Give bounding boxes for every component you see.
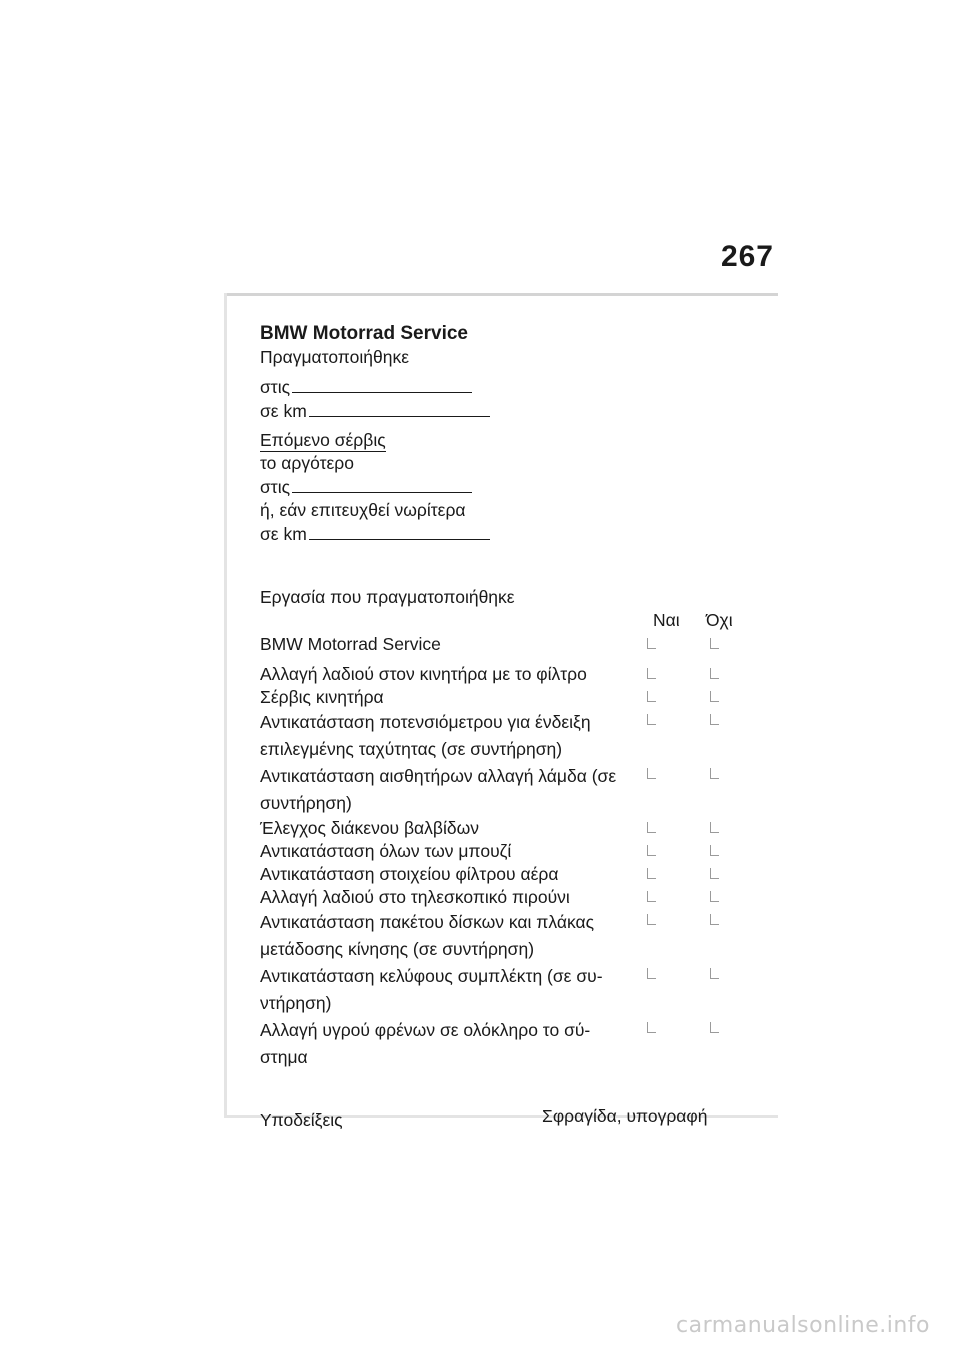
- task-row: [260, 840, 730, 863]
- task-row: [260, 1017, 730, 1071]
- service-title: BMW Motorrad Service: [260, 323, 468, 344]
- yes-checkbox[interactable]: [647, 891, 656, 902]
- work-heading: Εργασία που πραγματοποιήθηκε: [260, 587, 515, 607]
- task-label: BMW Motorrad Service: [260, 634, 441, 654]
- next-date-field[interactable]: [292, 475, 472, 493]
- performed-km-row: [260, 399, 730, 423]
- no-checkbox[interactable]: [710, 768, 719, 779]
- performed-date-row: [260, 375, 730, 399]
- task-label: Αντικατάσταση αισθητήρων αλλαγή λάμδα (σε συντήρηση): [260, 766, 617, 813]
- no-checkbox[interactable]: [710, 1022, 719, 1033]
- next-service-heading: Επόμενο σέρβις: [260, 430, 386, 450]
- footer-row: [260, 1106, 730, 1139]
- task-label: Αλλαγή υγρού φρένων σε ολόκληρο το σύ-στημα: [260, 1020, 591, 1067]
- yes-checkbox[interactable]: [647, 768, 656, 779]
- task-label: Έλεγχος διάκενου βαλβίδων: [260, 818, 480, 838]
- service-record: [260, 322, 733, 1139]
- no-checkbox[interactable]: [710, 691, 719, 702]
- task-label: Αντικατάσταση στοιχείου φίλτρου αέρα: [260, 864, 559, 884]
- task-row: [260, 817, 730, 840]
- frame-left-rule: [224, 293, 227, 1118]
- yes-checkbox[interactable]: [647, 691, 656, 702]
- task-row: [260, 709, 730, 763]
- performed-date-field[interactable]: [292, 375, 472, 393]
- task-label: Αντικατάσταση όλων των μπουζί: [260, 841, 512, 861]
- performed-km-label: σε km: [260, 401, 307, 421]
- stamp-signature-label: Σφραγίδα, υπογραφή: [542, 1106, 708, 1126]
- watermark-text: carmanualsonline.info: [676, 1313, 930, 1338]
- task-row: [260, 686, 730, 709]
- task-label: Αλλαγή λαδιού στον κινητήρα με το φίλτρο: [260, 664, 587, 684]
- yes-no-header: [260, 609, 733, 633]
- task-label: Αντικατάσταση κελύφους συμπλέκτη (σε συ-ντήρηση): [260, 966, 603, 1013]
- performed-km-field[interactable]: [309, 399, 490, 417]
- no-checkbox[interactable]: [710, 668, 719, 679]
- no-checkbox[interactable]: [710, 891, 719, 902]
- performed-label: Πραγματοποιήθηκε: [260, 347, 410, 367]
- task-row: [260, 663, 730, 686]
- task-row: [260, 963, 730, 1017]
- yes-checkbox[interactable]: [647, 914, 656, 925]
- task-row: [260, 863, 730, 886]
- yes-checkbox[interactable]: [647, 968, 656, 979]
- performed-date-label: στις: [260, 377, 291, 397]
- yes-checkbox[interactable]: [647, 668, 656, 679]
- next-date-label: στις: [260, 477, 291, 497]
- yes-checkbox[interactable]: [647, 638, 656, 649]
- next-km-row: [260, 522, 730, 546]
- frame-top-rule: [224, 293, 778, 296]
- next-km-field[interactable]: [309, 522, 490, 540]
- task-label: Αλλαγή λαδιού στο τηλεσκοπικό πιρούνι: [260, 887, 570, 907]
- yes-column-header: Ναι: [653, 610, 680, 630]
- yes-checkbox[interactable]: [647, 1022, 656, 1033]
- no-checkbox[interactable]: [710, 714, 719, 725]
- task-label: Αντικατάσταση πακέτου δίσκων και πλάκας μετάδοσης κίνησης (σε συντήρηση): [260, 912, 595, 959]
- no-checkbox[interactable]: [710, 914, 719, 925]
- yes-checkbox[interactable]: [647, 845, 656, 856]
- no-checkbox[interactable]: [710, 822, 719, 833]
- task-row: [260, 763, 730, 817]
- or-earlier-label: ή, εάν επιτευχθεί νωρίτερα: [260, 500, 466, 520]
- no-checkbox[interactable]: [710, 968, 719, 979]
- next-km-label: σε km: [260, 524, 307, 544]
- next-date-row: [260, 475, 730, 499]
- no-checkbox[interactable]: [710, 638, 719, 649]
- no-column-header: Όχι: [706, 610, 733, 630]
- yes-checkbox[interactable]: [647, 822, 656, 833]
- task-label: Σέρβις κινητήρα: [260, 687, 384, 707]
- page-number: 267: [720, 240, 774, 273]
- task-row: [260, 886, 730, 909]
- yes-checkbox[interactable]: [647, 714, 656, 725]
- no-checkbox[interactable]: [710, 868, 719, 879]
- notes-label: Υποδείξεις: [260, 1110, 343, 1130]
- task-row: [260, 909, 730, 963]
- task-label: Αντικατάσταση ποτενσιόμετρου για ένδειξη επιλεγμένης ταχύτητας (σε συντήρηση): [260, 712, 591, 759]
- yes-checkbox[interactable]: [647, 868, 656, 879]
- latest-label: το αργότερο: [260, 453, 354, 473]
- task-row: [260, 633, 730, 656]
- no-checkbox[interactable]: [710, 845, 719, 856]
